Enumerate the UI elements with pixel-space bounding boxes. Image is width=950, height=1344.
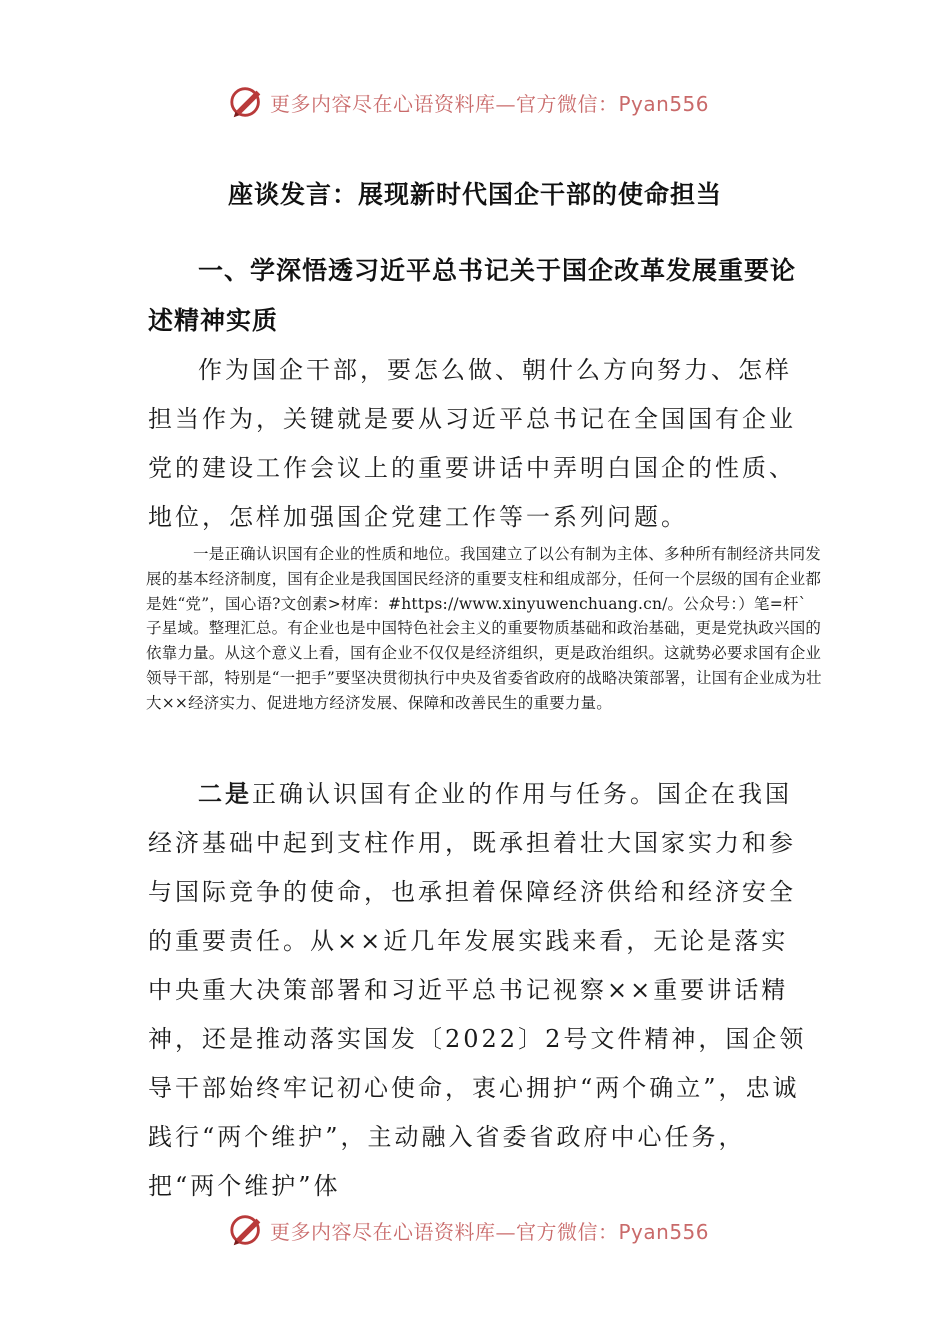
paragraph-intro: 作为国企干部，要怎么做、朝什么方向努力、怎样担当作为，关键就是要从习近平总书记在全国国有企业党的建设工作会议上的重要讲话中弄明白国企的性质、地位，怎样加强国企党建工作等一系列问题。: [148, 356, 796, 531]
banner-label: 更多内容尽在心语资料库—官方微信：: [270, 1219, 619, 1244]
banner-label: 更多内容尽在心语资料库—官方微信：: [270, 91, 619, 116]
footer-banner: [228, 1210, 748, 1250]
pen-logo-icon: [228, 1211, 266, 1249]
section-heading: 一、学深悟透习近平总书记关于国企改革发展重要论述精神实质: [148, 256, 797, 335]
paragraph-role: [148, 770, 808, 1211]
paragraph-lead: 二是: [198, 780, 252, 808]
page-title: 座谈发言：展现新时代国企干部的使命担当: [227, 180, 722, 209]
pen-logo-icon: [228, 83, 266, 121]
paragraph-role-text: 正确认识国有企业的作用与任务。国企在我国经济基础中起到支柱作用，既承担着壮大国家实力和参与国际竞争的使命，也承担着保障经济供给和经济安全的重要责任。从××近几年发展实践来看，无论是落实中央重大决策部署和习近平总书记视察××重要讲话精神，还是推动落实国发〔2022〕2号文件精神，国企领导干部始终牢记初心使命，衷心拥护“两个确立”，忠诚践行“两个维护”，主动融入省委省政府中心任务，把“两个维护”体: [148, 780, 807, 1200]
wechat-id: Pyan556: [618, 91, 710, 116]
banner-text: [270, 88, 709, 117]
header-banner: [228, 82, 748, 122]
banner-text: [270, 1216, 709, 1245]
wechat-id: Pyan556: [618, 1219, 710, 1244]
paragraph-nature: 一是正确认识国有企业的性质和地位。我国建立了以公有制为主体、多种所有制经济共同发展的基本经济制度，国有企业是我国国民经济的重要支柱和组成部分，任何一个层级的国有企业都是姓“党”，国心语?文创素>材库：#https://www.xinyuwenchuang.cn/。公众号：）笔=杆`子星域。整理汇总。有企业也是中国特色社会主义的重要物质基础和政治基础，更是党执政兴国的依靠力量。从这个意义上看，国有企业不仅仅是经济组织，更是政治组织。这就势必要求国有企业领导干部，特别是“一把手”要坚决贯彻执行中央及省委省政府的战略决策部署，让国有企业成为壮大××经济实力、促进地方经济发展、保障和改善民生的重要力量。: [146, 545, 822, 712]
